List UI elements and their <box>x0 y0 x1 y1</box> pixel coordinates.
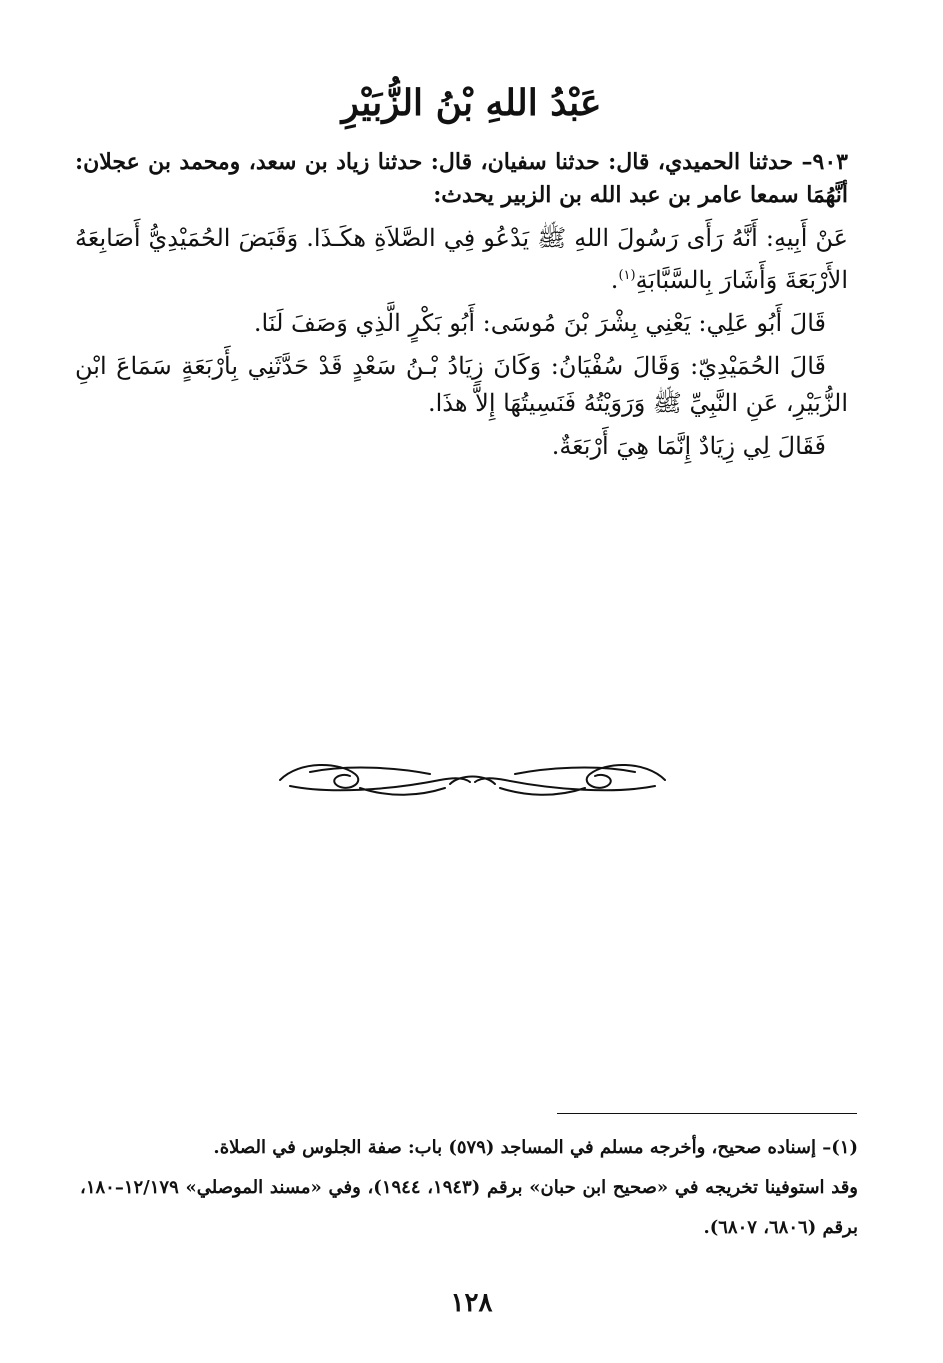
scroll-ornament-icon <box>270 750 675 810</box>
matn-line-1: عَنْ أَبِيهِ: أَنَّهُ رَأَى رَسُولَ اللهِ ﷺ يَدْعُو فِي الصَّلاَةِ هكَـذَا. وَقَبَضَ الحُمَيْدِيُّ أَصَابِعَهُ الأَرْبَعَةَ وَأَشَارَ بِالسَّبَّابَةِ <box>75 224 848 294</box>
matn-paragraph-4: فَقَالَ لِي زِيَادٌ إِنَّمَا هِيَ أَرْبَعَةٌ. <box>551 432 826 460</box>
footnote-divider <box>557 1113 857 1114</box>
footnote-1-line-1: (١)– إسناده صحيح، وأخرجه مسلم في المساجد (٥٧٩) باب: صفة الجلوس في الصلاة. <box>213 1137 858 1158</box>
matn-paragraph-3: قَالَ الحُمَيْدِيّ: وَقَالَ سُفْيَانُ: وَكَانَ زِيَادُ بْـنُ سَعْدٍ قَدْ حَدَّثَنِي بِأَرْبَعَةٍ سَمَاعَ ابْنِ الزُّبَيْرِ، عَنِ النَّبِيِّ ﷺ وَرَوَيْتُهُ فَنَسِيتُهَا إِلاَّ هذَا. <box>75 352 848 417</box>
footnote-ref[interactable]: (١) <box>618 268 636 283</box>
hadith-block <box>75 146 848 471</box>
matn-paragraph-2: قَالَ أَبُو عَلِي: يَعْنِي بِشْرَ بْنَ مُوسَى: أَبُو بَكْرٍ الَّذِي وَصَفَ لَنَا. <box>253 309 826 337</box>
isnad-text: – حدثنا الحميدي، قال: حدثنا سفيان، قال: حدثنا زياد بن سعد، ومحمد بن عجلان: أنَّهُمَا سمعا عامر بن عبد الله بن الزبير يحدث: <box>75 149 848 208</box>
hadith-isnad <box>75 146 848 212</box>
footnotes <box>80 1128 858 1248</box>
footnote-1-line-2: وقد استوفينا تخريجه في «صحيح ابن حبان» برقم (١٩٤٣، ١٩٤٤)، وفي «مسند الموصلي» ١٢/١٧٩–١٨٠، برقم (٦٨٠٦، ٦٨٠٧). <box>80 1177 859 1238</box>
matn-paragraph-1 <box>75 220 848 299</box>
page-number: ١٢٨ <box>450 1288 493 1318</box>
chapter-title: عَبْدُ اللهِ بْنُ الزُّبَيْرِ <box>341 82 602 124</box>
hadith-matn <box>75 220 848 465</box>
matn-line-1-end: . <box>610 266 619 294</box>
hadith-number: ٩٠٣ <box>812 149 848 175</box>
